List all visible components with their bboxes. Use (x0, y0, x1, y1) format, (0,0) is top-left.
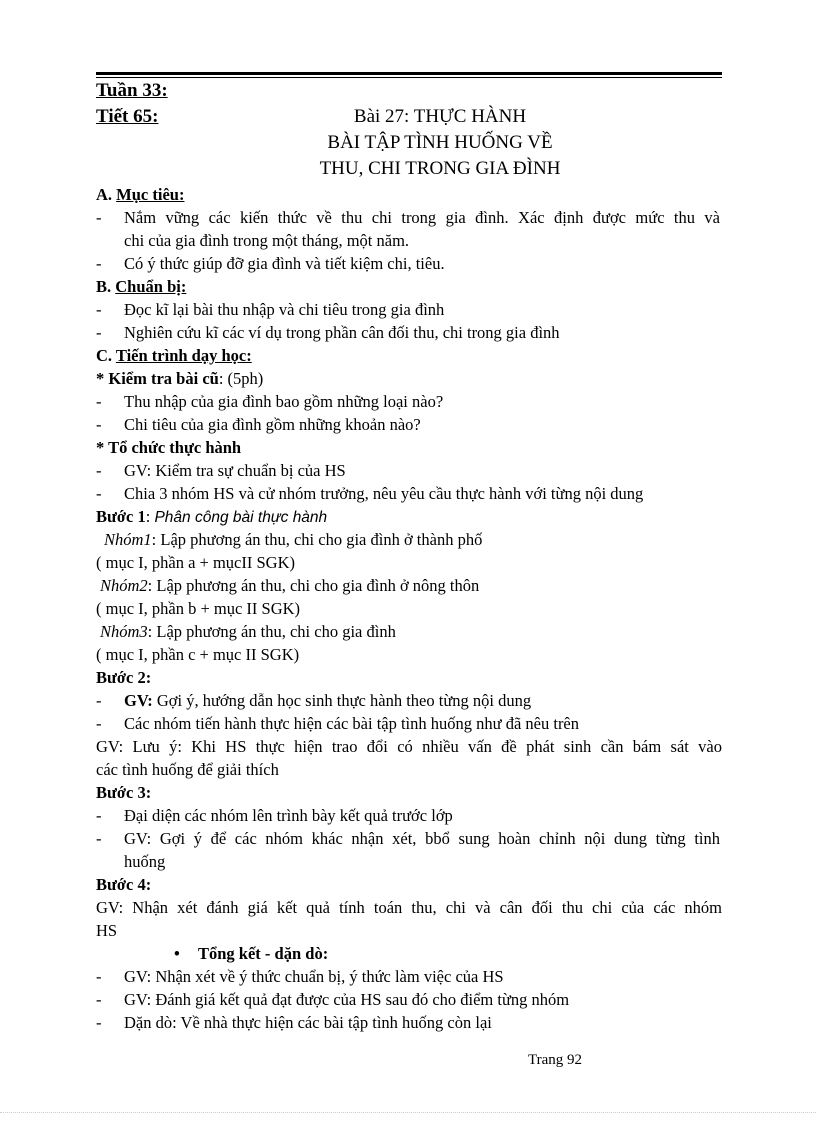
lesson-title-line2: BÀI TẬP TÌNH HUỐNG VỀ (327, 132, 553, 153)
group-2: Nhóm2: Lập phương án thu, chi cho gia đình ở nông thôn (100, 576, 480, 595)
group-3: Nhóm3: Lập phương án thu, chi cho gia đình (100, 622, 396, 641)
lesson-title-line3: THU, CHI TRONG GIA ĐÌNH (319, 158, 561, 179)
group-1-ref: ( mục I, phần a + mụcII SGK) (96, 553, 295, 572)
group-1: Nhóm1: Lập phương án thu, chi cho gia đình ở thành phố (104, 530, 483, 549)
bullet-dot-icon: • (174, 944, 180, 963)
step-4-text-line2: HS (96, 921, 118, 940)
header-rule-thin (96, 77, 722, 78)
step-2-note-line2: các tình huống để giải thích (96, 760, 279, 779)
step-1-heading: Bước 1: Phân công bài thực hành (96, 507, 328, 526)
section-b-heading: B. Chuẩn bị: (96, 277, 187, 296)
check-old-lesson: * Kiểm tra bài cũ: (5ph) (96, 369, 264, 388)
week-label: Tuần 33: (96, 80, 168, 101)
step-2-heading: Bước 2: (96, 668, 152, 687)
page-number: Trang 92 (528, 1052, 583, 1068)
step-3-heading: Bước 3: (96, 783, 152, 802)
organize-practice: * Tổ chức thực hành (96, 438, 242, 457)
lesson-title-line1: Bài 27: THỰC HÀNH (353, 106, 527, 127)
step-4-text-line1: GV: Nhận xét đánh giá kết quả tính toán thu, chi và cân đối thu chi của các nhóm (96, 898, 722, 917)
step-4-heading: Bước 4: (96, 875, 152, 894)
group-3-ref: ( mục I, phần c + mục II SGK) (96, 645, 300, 664)
section-a-heading: A. Mục tiêu: (96, 185, 185, 204)
header-rule-thick (96, 72, 722, 75)
period-label: Tiết 65: (96, 106, 159, 127)
step-2-note-line1: GV: Lưu ý: Khi HS thực hiện trao đổi có nhiều vấn đề phát sinh cần bám sát vào (96, 737, 722, 756)
section-c-heading: C. Tiến trình dạy học: (96, 346, 252, 365)
group-2-ref: ( mục I, phần b + mục II SGK) (96, 599, 301, 618)
page-bottom-border (0, 1112, 816, 1113)
